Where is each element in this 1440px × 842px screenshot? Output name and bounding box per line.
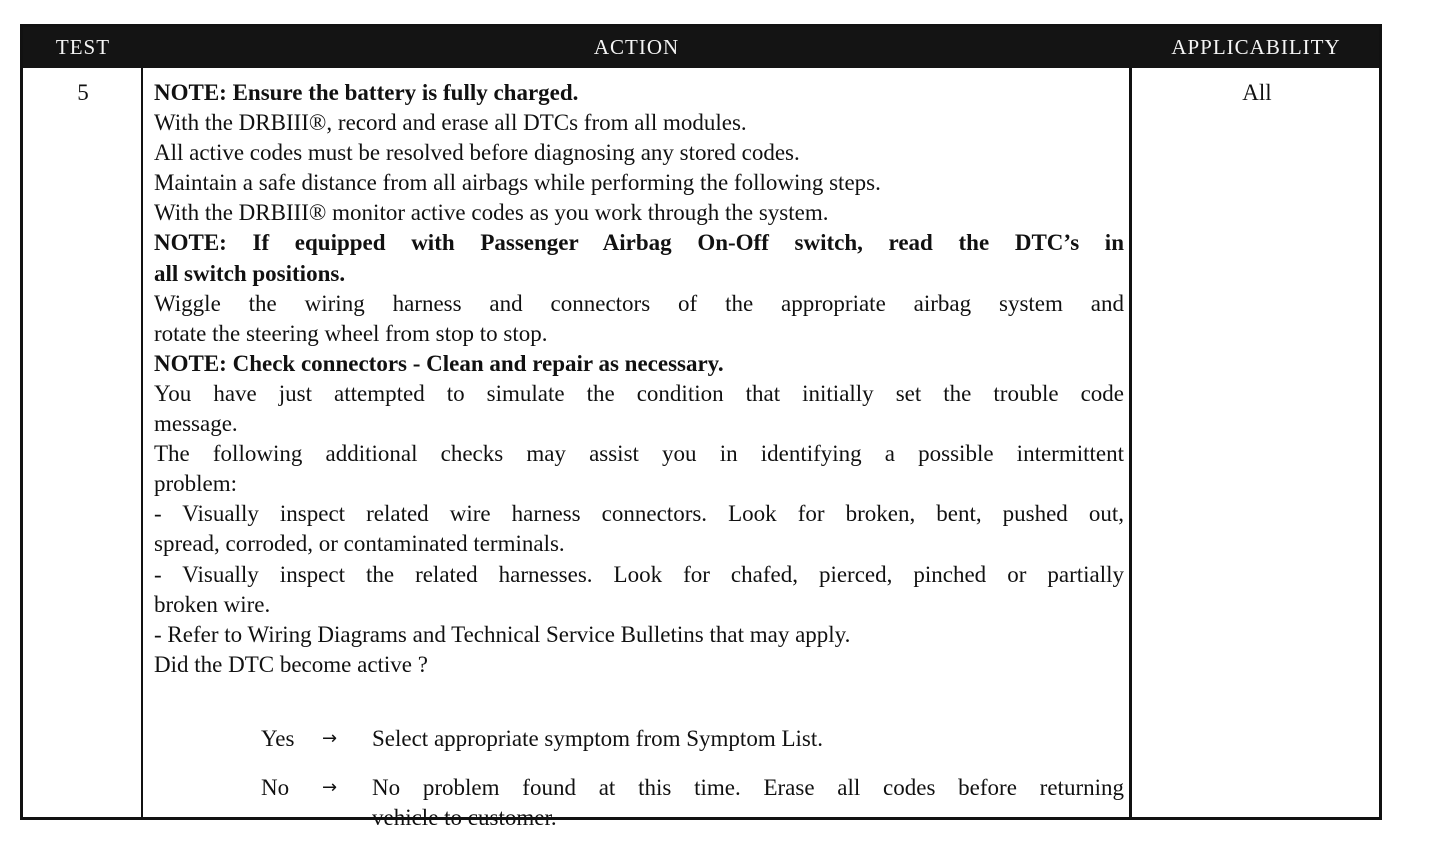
choice-no-text bbox=[372, 773, 1124, 833]
action-line: NOTE: If equipped with Passenger Airbag On-Off switch, read the DTC’s in bbox=[154, 230, 1124, 256]
diagnostic-test-table bbox=[20, 24, 1382, 830]
action-line: message. bbox=[154, 411, 238, 437]
action-line: The following additional checks may assist you in identifying a possible intermittent bbox=[154, 441, 1124, 467]
action-line: Did the DTC become active ? bbox=[154, 651, 428, 677]
action-line: Maintain a safe distance from all airbags while performing the following steps. bbox=[154, 170, 881, 196]
right-arrow-icon: → bbox=[322, 777, 338, 798]
column-divider-action-applicability bbox=[1129, 68, 1132, 817]
action-line: rotate the steering wheel from stop to stop. bbox=[154, 320, 548, 346]
action-line: NOTE: Ensure the battery is fully charged. bbox=[154, 80, 579, 105]
action-line: all switch positions. bbox=[154, 260, 346, 286]
action-line: spread, corroded, or contaminated terminals. bbox=[154, 531, 565, 557]
action-text-block bbox=[154, 78, 1124, 680]
action-line: - Refer to Wiring Diagrams and Technical Service Bulletins that may apply. bbox=[154, 621, 851, 647]
action-line: With the DRBIII®, record and erase all DTCs from all modules. bbox=[154, 110, 747, 136]
choice-yes-text bbox=[372, 724, 1124, 754]
action-line: All active codes must be resolved before diagnosing any stored codes. bbox=[154, 140, 800, 166]
action-line: broken wire. bbox=[154, 591, 271, 617]
action-line: Wiggle the wiring harness and connectors of the appropriate airbag system and bbox=[154, 290, 1124, 316]
header-applicability: APPLICABILITY bbox=[1171, 35, 1341, 59]
column-divider-test-action bbox=[141, 68, 143, 817]
action-line: You have just attempted to simulate the condition that initially set the trouble code bbox=[154, 380, 1124, 406]
choice-yes-line: Select appropriate symptom from Symptom List. bbox=[372, 726, 823, 751]
right-arrow-icon: → bbox=[322, 728, 338, 749]
table-header bbox=[23, 27, 1379, 68]
test-number: 5 bbox=[77, 80, 89, 105]
action-line: - Visually inspect related wire harness connectors. Look for broken, bent, pushed out, bbox=[154, 501, 1124, 527]
choice-no-line: vehicle to customer. bbox=[372, 805, 557, 830]
choice-no-line: No problem found at this time. Erase all codes before returning bbox=[372, 775, 1124, 800]
choice-yes-label: Yes bbox=[261, 726, 295, 751]
action-line: NOTE: Check connectors - Clean and repair as necessary. bbox=[154, 350, 724, 376]
applicability-value: All bbox=[1242, 80, 1272, 105]
choice-no-label: No bbox=[261, 775, 290, 800]
action-line: problem: bbox=[154, 471, 238, 497]
header-action: ACTION bbox=[593, 35, 680, 59]
action-line: - Visually inspect the related harnesses. Look for chafed, pierced, pinched or partially bbox=[154, 561, 1124, 587]
header-test: TEST bbox=[55, 35, 111, 59]
action-line: With the DRBIII® monitor active codes as you work through the system. bbox=[154, 200, 829, 226]
